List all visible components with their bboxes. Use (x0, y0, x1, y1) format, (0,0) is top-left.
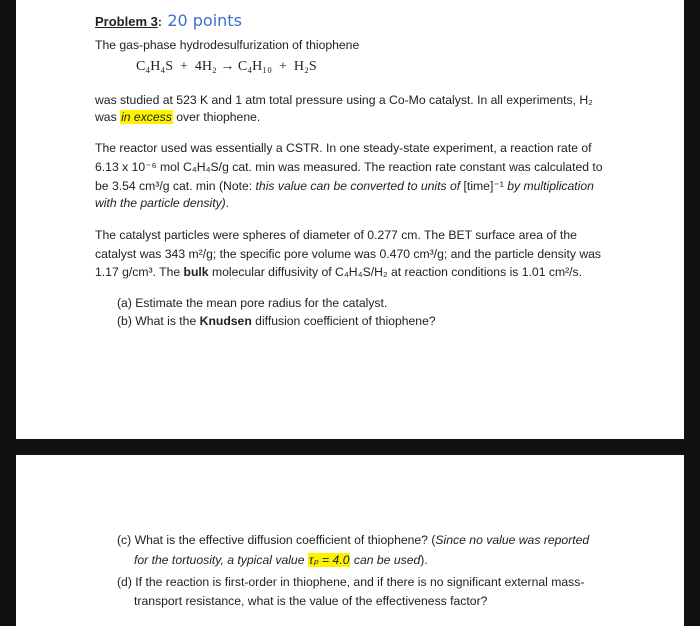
para3-line3 (95, 265, 582, 280)
question-d-line2: transport resistance, what is the value of the effectiveness factor? (134, 594, 488, 608)
product-butane: C₄H₁₀ (237, 59, 272, 74)
handwritten-points: 20 points (167, 11, 242, 30)
highlight-tortuosity: τₚ = 4.0 (308, 553, 350, 567)
arrow-icon: → (220, 59, 235, 74)
reactant-thiophene: C₄H₄S (136, 59, 173, 74)
para1-line1: was studied at 523 K and 1 atm total pressure using a Co-Mo catalyst. In all experiments, H₂ (95, 93, 593, 107)
italic-span: for the tortuosity, a typical value (134, 553, 308, 567)
italic-span: with the particle density) (95, 196, 226, 210)
title-colon: : (157, 15, 162, 29)
para2-line2: 6.13 x 10⁻⁶ mol C₄H₄S/g cat. min was measured. The reaction rate constant was calculated to (95, 160, 603, 174)
italic-span: by multiplication (503, 179, 594, 193)
question-a: (a) Estimate the mean pore radius for the catalyst. (117, 296, 388, 310)
bold-span: bulk (183, 265, 209, 279)
para1-line2 (95, 110, 260, 125)
document-page-2 (16, 455, 684, 626)
text-span: (c) What is the effective diffusion coefficient of thiophene? ( (117, 533, 436, 547)
para2-line1: The reactor used was essentially a CSTR. In one steady-state experiment, a reaction rate of (95, 141, 592, 155)
reaction-equation (136, 59, 317, 74)
text-span: . (225, 196, 230, 210)
intro-text: The gas-phase hydrodesulfurization of thiophene (95, 38, 360, 52)
text-span: 1.17 g/cm³. The (95, 265, 184, 279)
question-d-line1: (d) If the reaction is first-order in thiophene, and if there is no significant external mass- (117, 575, 585, 589)
document-page-1 (16, 0, 684, 439)
italic-span: can be used (350, 553, 421, 567)
plus-sign: + (180, 59, 188, 74)
text-span: molecular diffusivity of C₄H₄S/H₂ at reaction conditions is 1.01 cm²/s. (208, 265, 583, 279)
text-span: over thiophene. (172, 110, 261, 124)
italic-span: Since no value was reported (435, 533, 590, 547)
para2-line4 (95, 196, 229, 211)
question-c-line1 (117, 533, 589, 548)
text-span: was (95, 110, 121, 124)
highlight-in-excess: in excess (121, 110, 172, 124)
question-c-line2 (134, 553, 428, 568)
para2-line3 (95, 179, 594, 194)
para3-line1: The catalyst particles were spheres of diameter of 0.277 cm. The BET surface area of the (95, 228, 577, 242)
bold-span: Knudsen (199, 314, 252, 328)
product-h2s: H₂S (293, 59, 317, 74)
italic-span: this value can be converted to units of (255, 179, 464, 193)
problem-title: Problem 3 (95, 14, 158, 29)
para3-line2: catalyst was 343 m²/g; the specific pore volume was 0.470 cm³/g; and the particle density was (95, 247, 602, 261)
text-span: (b) What is the (117, 314, 200, 328)
text-span: be 3.54 cm³/g cat. min (Note: (95, 179, 256, 193)
text-span: ). (420, 553, 428, 567)
plus-sign: + (279, 59, 287, 74)
question-b (117, 314, 436, 329)
problem-header (95, 13, 242, 30)
reactant-hydrogen: 4H₂ (194, 59, 217, 74)
text-span: diffusion coefficient of thiophene? (251, 314, 436, 328)
text-span: [time]⁻¹ (463, 179, 504, 193)
